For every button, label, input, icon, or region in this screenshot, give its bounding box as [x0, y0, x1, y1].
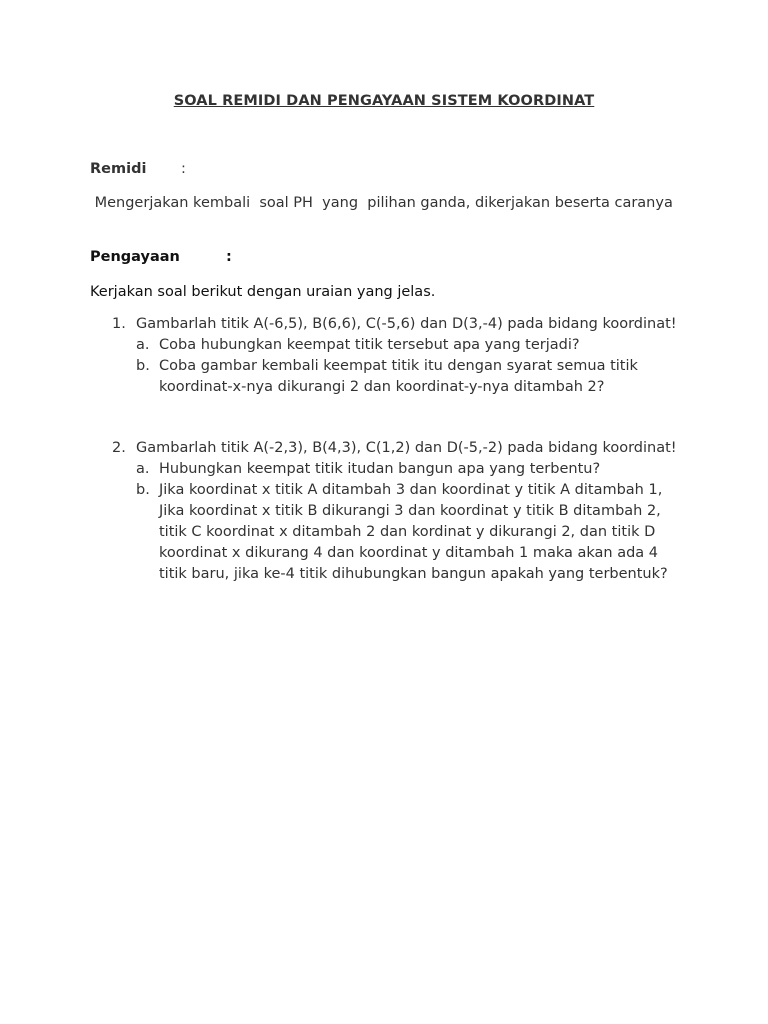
remidi-label: Remidi [90, 161, 147, 177]
question-text: Gambarlah titik A(-2,3), B(4,3), C(1,2) dan D(-5,-2) pada bidang koordinat! [136, 440, 677, 456]
sub-question-text: Hubungkan keempat titik itudan bangun apa yang terbentu? [159, 461, 601, 477]
sub-question-text: Jika koordinat x titik A ditambah 3 dan koordinat y titik A ditambah 1, Jika koordinat x titik B dikurangi 3 dan koordinat y titik B ditambah 2, titik C koordinat x ditambah 2 dan kordinat y dikurangi 2, dan titik D koordinat x dikurang 4 dan koordinat y ditambah 1 maka akan ada 4 titik baru, jika ke-4 titik dihubungkan bangun apakah yang terbentuk? [159, 482, 668, 582]
sub-question-letter: b. [136, 482, 150, 498]
pengayaan-intro: Kerjakan soal berikut dengan uraian yang jelas. [90, 284, 436, 300]
sub-question-2a [136, 459, 682, 480]
question-number: 2. [112, 440, 126, 456]
remidi-text: Mengerjakan kembali soal PH yang pilihan ganda, dikerjakan beserta caranya [90, 195, 673, 211]
sub-question-text: Coba hubungkan keempat titik tersebut apa yang terjadi? [159, 337, 580, 353]
pengayaan-label: Pengayaan [90, 249, 180, 265]
sub-question-letter: a. [136, 461, 150, 477]
question-text: Gambarlah titik A(-6,5), B(6,6), C(-5,6) dan D(3,-4) pada bidang koordinat! [136, 316, 677, 332]
sub-question-1a [136, 335, 682, 356]
sub-question-letter: b. [136, 358, 150, 374]
sub-question-1b [136, 356, 682, 398]
sub-question-text: Coba gambar kembali keempat titik itu dengan syarat semua titik koordinat-x-nya dikurangi 2 dan koordinat-y-nya ditambah 2? [159, 358, 638, 395]
sub-question-2b [136, 480, 682, 585]
pengayaan-colon: : [226, 249, 232, 265]
sub-question-letter: a. [136, 337, 150, 353]
remidi-heading [90, 161, 186, 177]
document-title: SOAL REMIDI DAN PENGAYAAN SISTEM KOORDINAT [173, 93, 595, 109]
question-1 [112, 314, 682, 398]
question-2 [112, 438, 682, 585]
question-number: 1. [112, 316, 126, 332]
remidi-colon: : [181, 161, 186, 177]
pengayaan-heading [90, 249, 232, 265]
